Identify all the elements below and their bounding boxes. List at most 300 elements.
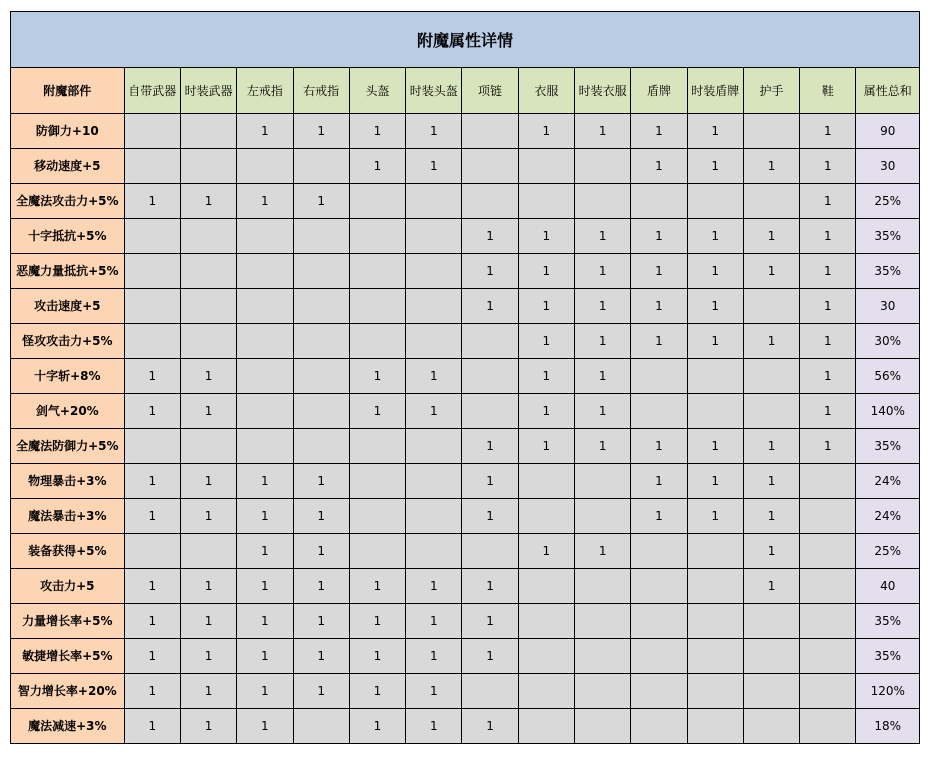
table-row — [11, 324, 920, 359]
attribute-cell: 全魔法攻击力+5% — [11, 184, 125, 219]
slot-cell: 1 — [462, 464, 518, 499]
attribute-cell: 防御力+10 — [11, 114, 125, 149]
attribute-cell: 物理暴击+3% — [11, 464, 125, 499]
slot-cell — [462, 394, 518, 429]
slot-cell: 1 — [518, 219, 574, 254]
slot-cell: 1 — [518, 534, 574, 569]
header-slot: 头盔 — [349, 68, 405, 114]
attribute-cell: 十字抵抗+5% — [11, 219, 125, 254]
slot-cell: 1 — [349, 149, 405, 184]
slot-cell — [575, 499, 631, 534]
slot-cell: 1 — [687, 429, 743, 464]
slot-cell — [349, 324, 405, 359]
slot-cell: 1 — [687, 219, 743, 254]
slot-cell — [406, 429, 462, 464]
slot-cell — [237, 219, 293, 254]
slot-cell: 1 — [406, 569, 462, 604]
slot-cell: 1 — [631, 289, 687, 324]
slot-cell — [518, 464, 574, 499]
slot-cell — [349, 219, 405, 254]
slot-cell: 1 — [631, 149, 687, 184]
slot-cell — [349, 464, 405, 499]
slot-cell — [180, 114, 236, 149]
slot-cell — [631, 394, 687, 429]
header-slot: 自带武器 — [124, 68, 180, 114]
slot-cell: 1 — [237, 674, 293, 709]
slot-cell: 1 — [180, 394, 236, 429]
slot-cell: 1 — [349, 394, 405, 429]
slot-cell — [575, 184, 631, 219]
total-cell: 120% — [856, 674, 920, 709]
slot-cell: 1 — [293, 464, 349, 499]
slot-cell — [293, 394, 349, 429]
slot-cell: 1 — [687, 149, 743, 184]
slot-cell: 1 — [237, 114, 293, 149]
slot-cell: 1 — [575, 219, 631, 254]
slot-cell: 1 — [406, 604, 462, 639]
slot-cell — [237, 149, 293, 184]
slot-cell — [293, 254, 349, 289]
slot-cell: 1 — [406, 674, 462, 709]
table-row — [11, 254, 920, 289]
attribute-cell: 攻击速度+5 — [11, 289, 125, 324]
attribute-cell: 移动速度+5 — [11, 149, 125, 184]
slot-cell: 1 — [180, 464, 236, 499]
slot-cell: 1 — [687, 289, 743, 324]
table-row — [11, 604, 920, 639]
slot-cell — [518, 604, 574, 639]
header-slot: 时装武器 — [180, 68, 236, 114]
slot-cell: 1 — [631, 219, 687, 254]
slot-cell: 1 — [180, 569, 236, 604]
slot-cell — [743, 674, 799, 709]
total-cell: 35% — [856, 219, 920, 254]
slot-cell: 1 — [349, 569, 405, 604]
slot-cell: 1 — [349, 709, 405, 744]
slot-cell — [237, 429, 293, 464]
total-cell: 24% — [856, 464, 920, 499]
slot-cell — [800, 639, 856, 674]
slot-cell: 1 — [687, 464, 743, 499]
slot-cell — [631, 569, 687, 604]
slot-cell: 1 — [124, 499, 180, 534]
header-slot: 时装衣服 — [575, 68, 631, 114]
total-cell: 24% — [856, 499, 920, 534]
total-cell: 30% — [856, 324, 920, 359]
enchant-sheet — [10, 11, 920, 757]
header-slot: 衣服 — [518, 68, 574, 114]
slot-cell: 1 — [518, 114, 574, 149]
slot-cell — [237, 394, 293, 429]
table-body — [11, 114, 920, 744]
header-slot: 鞋 — [800, 68, 856, 114]
slot-cell — [518, 639, 574, 674]
table-row — [11, 359, 920, 394]
slot-cell: 1 — [462, 639, 518, 674]
slot-cell — [631, 534, 687, 569]
slot-cell: 1 — [180, 674, 236, 709]
slot-cell: 1 — [462, 709, 518, 744]
slot-cell — [124, 219, 180, 254]
slot-cell — [124, 324, 180, 359]
slot-cell: 1 — [293, 534, 349, 569]
slot-cell — [687, 569, 743, 604]
slot-cell: 1 — [743, 219, 799, 254]
slot-cell: 1 — [180, 359, 236, 394]
slot-cell — [518, 569, 574, 604]
slot-cell: 1 — [349, 604, 405, 639]
slot-cell: 1 — [800, 149, 856, 184]
slot-cell — [462, 149, 518, 184]
slot-cell: 1 — [575, 394, 631, 429]
slot-cell: 1 — [349, 639, 405, 674]
slot-cell: 1 — [124, 604, 180, 639]
slot-cell: 1 — [631, 499, 687, 534]
slot-cell — [687, 534, 743, 569]
slot-cell — [462, 114, 518, 149]
table-row — [11, 219, 920, 254]
slot-cell — [518, 149, 574, 184]
slot-cell — [575, 149, 631, 184]
slot-cell: 1 — [237, 604, 293, 639]
table-row — [11, 534, 920, 569]
slot-cell — [687, 184, 743, 219]
slot-cell — [124, 254, 180, 289]
slot-cell: 1 — [349, 674, 405, 709]
slot-cell — [124, 534, 180, 569]
slot-cell — [518, 709, 574, 744]
total-cell: 90 — [856, 114, 920, 149]
slot-cell — [124, 114, 180, 149]
slot-cell: 1 — [687, 324, 743, 359]
slot-cell: 1 — [800, 289, 856, 324]
slot-cell — [293, 429, 349, 464]
slot-cell: 1 — [237, 709, 293, 744]
header-slot: 项链 — [462, 68, 518, 114]
slot-cell: 1 — [575, 324, 631, 359]
slot-cell — [462, 359, 518, 394]
attribute-cell: 敏捷增长率+5% — [11, 639, 125, 674]
slot-cell: 1 — [687, 499, 743, 534]
slot-cell: 1 — [631, 114, 687, 149]
total-cell: 35% — [856, 429, 920, 464]
slot-cell — [406, 219, 462, 254]
slot-cell: 1 — [518, 429, 574, 464]
slot-cell: 1 — [462, 289, 518, 324]
slot-cell — [462, 324, 518, 359]
header-slot: 时装盾牌 — [687, 68, 743, 114]
slot-cell — [293, 219, 349, 254]
slot-cell: 1 — [687, 254, 743, 289]
slot-cell — [180, 534, 236, 569]
slot-cell: 1 — [124, 639, 180, 674]
slot-cell — [293, 709, 349, 744]
slot-cell: 1 — [800, 429, 856, 464]
slot-cell: 1 — [180, 709, 236, 744]
slot-cell — [293, 324, 349, 359]
table-row — [11, 184, 920, 219]
table-row — [11, 149, 920, 184]
slot-cell: 1 — [462, 219, 518, 254]
attribute-cell: 攻击力+5 — [11, 569, 125, 604]
slot-cell: 1 — [518, 324, 574, 359]
table-row — [11, 289, 920, 324]
header-row — [11, 68, 920, 114]
slot-cell — [743, 394, 799, 429]
slot-cell — [575, 674, 631, 709]
slot-cell: 1 — [293, 499, 349, 534]
slot-cell — [237, 359, 293, 394]
slot-cell: 1 — [743, 429, 799, 464]
slot-cell: 1 — [124, 569, 180, 604]
slot-cell — [631, 359, 687, 394]
slot-cell — [743, 709, 799, 744]
slot-cell: 1 — [800, 114, 856, 149]
slot-cell: 1 — [518, 394, 574, 429]
slot-cell: 1 — [462, 569, 518, 604]
header-slot: 护手 — [743, 68, 799, 114]
slot-cell — [406, 289, 462, 324]
header-total: 属性总和 — [856, 68, 920, 114]
slot-cell — [406, 534, 462, 569]
slot-cell — [180, 289, 236, 324]
total-cell: 30 — [856, 149, 920, 184]
slot-cell — [743, 639, 799, 674]
slot-cell — [349, 499, 405, 534]
table-row — [11, 709, 920, 744]
slot-cell — [180, 324, 236, 359]
slot-cell: 1 — [124, 359, 180, 394]
enchant-table — [10, 67, 920, 744]
slot-cell — [575, 569, 631, 604]
slot-cell: 1 — [406, 149, 462, 184]
slot-cell: 1 — [743, 254, 799, 289]
slot-cell — [180, 429, 236, 464]
slot-cell — [349, 534, 405, 569]
slot-cell — [406, 254, 462, 289]
total-cell: 56% — [856, 359, 920, 394]
slot-cell: 1 — [406, 359, 462, 394]
slot-cell: 1 — [743, 464, 799, 499]
slot-cell — [349, 184, 405, 219]
header-slot: 左戒指 — [237, 68, 293, 114]
slot-cell — [349, 429, 405, 464]
slot-cell: 1 — [575, 534, 631, 569]
slot-cell: 1 — [687, 114, 743, 149]
table-row — [11, 464, 920, 499]
table-row — [11, 394, 920, 429]
slot-cell — [631, 709, 687, 744]
slot-cell — [743, 184, 799, 219]
slot-cell — [687, 359, 743, 394]
attribute-cell: 全魔法防御力+5% — [11, 429, 125, 464]
slot-cell — [575, 604, 631, 639]
slot-cell — [743, 289, 799, 324]
slot-cell — [800, 674, 856, 709]
slot-cell: 1 — [124, 394, 180, 429]
slot-cell: 1 — [237, 569, 293, 604]
slot-cell — [406, 324, 462, 359]
total-cell: 35% — [856, 254, 920, 289]
sheet-title: 附魔属性详情 — [10, 11, 920, 68]
slot-cell: 1 — [631, 429, 687, 464]
slot-cell: 1 — [293, 184, 349, 219]
slot-cell: 1 — [462, 254, 518, 289]
total-cell: 30 — [856, 289, 920, 324]
slot-cell: 1 — [293, 604, 349, 639]
slot-cell — [687, 709, 743, 744]
slot-cell: 1 — [124, 709, 180, 744]
total-cell: 35% — [856, 604, 920, 639]
slot-cell: 1 — [293, 569, 349, 604]
slot-cell — [631, 604, 687, 639]
slot-cell: 1 — [743, 534, 799, 569]
slot-cell — [237, 254, 293, 289]
slot-cell: 1 — [462, 499, 518, 534]
slot-cell: 1 — [462, 429, 518, 464]
attribute-cell: 魔法减速+3% — [11, 709, 125, 744]
slot-cell: 1 — [800, 219, 856, 254]
table-row — [11, 429, 920, 464]
total-cell: 25% — [856, 534, 920, 569]
attribute-cell: 怪攻攻击力+5% — [11, 324, 125, 359]
slot-cell: 1 — [293, 639, 349, 674]
slot-cell: 1 — [406, 639, 462, 674]
slot-cell: 1 — [518, 289, 574, 324]
slot-cell — [293, 149, 349, 184]
table-row — [11, 674, 920, 709]
slot-cell: 1 — [575, 289, 631, 324]
total-cell: 25% — [856, 184, 920, 219]
total-cell: 18% — [856, 709, 920, 744]
slot-cell — [575, 709, 631, 744]
slot-cell: 1 — [631, 464, 687, 499]
slot-cell — [180, 219, 236, 254]
slot-cell — [687, 674, 743, 709]
header-part: 附魔部件 — [11, 68, 125, 114]
slot-cell: 1 — [180, 499, 236, 534]
slot-cell — [687, 604, 743, 639]
total-cell: 140% — [856, 394, 920, 429]
slot-cell — [518, 674, 574, 709]
slot-cell — [631, 639, 687, 674]
slot-cell — [237, 324, 293, 359]
slot-cell: 1 — [743, 149, 799, 184]
slot-cell: 1 — [237, 464, 293, 499]
slot-cell — [575, 639, 631, 674]
attribute-cell: 恶魔力量抵抗+5% — [11, 254, 125, 289]
slot-cell — [124, 429, 180, 464]
slot-cell: 1 — [575, 114, 631, 149]
slot-cell: 1 — [293, 114, 349, 149]
slot-cell: 1 — [518, 254, 574, 289]
slot-cell: 1 — [743, 499, 799, 534]
slot-cell — [800, 499, 856, 534]
slot-cell: 1 — [575, 254, 631, 289]
header-slot: 盾牌 — [631, 68, 687, 114]
slot-cell — [462, 674, 518, 709]
header-slot: 时装头盔 — [406, 68, 462, 114]
slot-cell — [631, 184, 687, 219]
table-row — [11, 114, 920, 149]
slot-cell: 1 — [743, 324, 799, 359]
table-row — [11, 569, 920, 604]
slot-cell — [180, 254, 236, 289]
slot-cell — [349, 254, 405, 289]
slot-cell — [349, 289, 405, 324]
slot-cell: 1 — [800, 359, 856, 394]
attribute-cell: 智力增长率+20% — [11, 674, 125, 709]
slot-cell — [800, 604, 856, 639]
table-row — [11, 499, 920, 534]
slot-cell — [406, 499, 462, 534]
slot-cell — [237, 289, 293, 324]
slot-cell: 1 — [800, 254, 856, 289]
slot-cell: 1 — [180, 184, 236, 219]
slot-cell: 1 — [124, 464, 180, 499]
slot-cell: 1 — [518, 359, 574, 394]
table-row — [11, 639, 920, 674]
slot-cell: 1 — [237, 534, 293, 569]
slot-cell: 1 — [406, 394, 462, 429]
slot-cell: 1 — [180, 604, 236, 639]
slot-cell: 1 — [462, 604, 518, 639]
slot-cell: 1 — [631, 254, 687, 289]
slot-cell: 1 — [349, 114, 405, 149]
attribute-cell: 十字斩+8% — [11, 359, 125, 394]
slot-cell: 1 — [631, 324, 687, 359]
slot-cell — [800, 569, 856, 604]
slot-cell — [687, 394, 743, 429]
slot-cell — [518, 184, 574, 219]
header-slot: 右戒指 — [293, 68, 349, 114]
slot-cell — [124, 149, 180, 184]
total-cell: 40 — [856, 569, 920, 604]
slot-cell — [687, 639, 743, 674]
slot-cell — [575, 464, 631, 499]
attribute-cell: 剑气+20% — [11, 394, 125, 429]
slot-cell — [406, 464, 462, 499]
slot-cell: 1 — [406, 709, 462, 744]
slot-cell: 1 — [180, 639, 236, 674]
slot-cell: 1 — [575, 359, 631, 394]
slot-cell — [800, 709, 856, 744]
slot-cell: 1 — [124, 674, 180, 709]
slot-cell: 1 — [743, 569, 799, 604]
total-cell: 35% — [856, 639, 920, 674]
slot-cell — [180, 149, 236, 184]
slot-cell — [293, 359, 349, 394]
slot-cell — [800, 464, 856, 499]
attribute-cell: 装备获得+5% — [11, 534, 125, 569]
slot-cell: 1 — [800, 394, 856, 429]
attribute-cell: 力量增长率+5% — [11, 604, 125, 639]
slot-cell: 1 — [406, 114, 462, 149]
slot-cell — [124, 289, 180, 324]
slot-cell: 1 — [575, 429, 631, 464]
slot-cell: 1 — [237, 184, 293, 219]
slot-cell — [462, 534, 518, 569]
slot-cell — [631, 674, 687, 709]
slot-cell — [518, 499, 574, 534]
slot-cell — [406, 184, 462, 219]
slot-cell: 1 — [293, 674, 349, 709]
slot-cell — [462, 184, 518, 219]
slot-cell — [743, 359, 799, 394]
slot-cell — [293, 289, 349, 324]
slot-cell — [743, 114, 799, 149]
slot-cell: 1 — [237, 499, 293, 534]
